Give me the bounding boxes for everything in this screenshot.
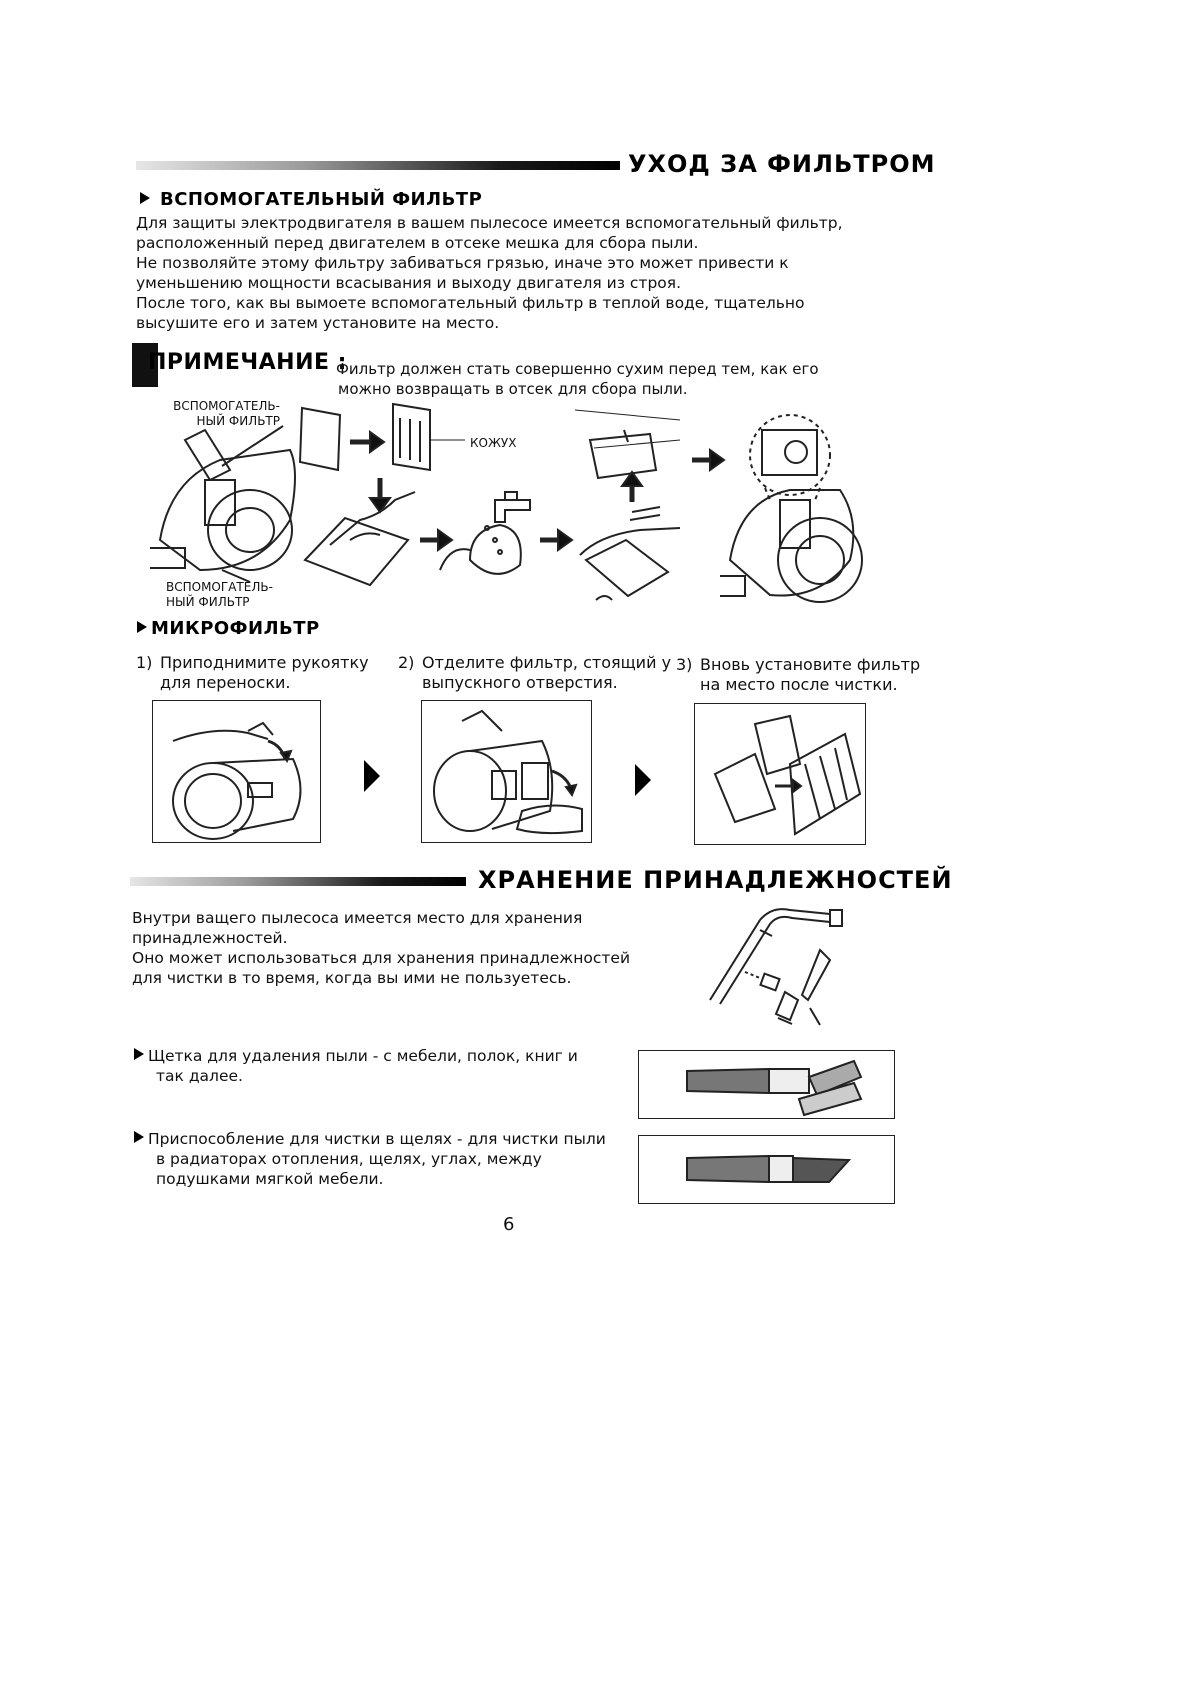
bullet-triangle-icon: [134, 1048, 144, 1060]
text-line: расположенный перед двигателем в отсеке мешка для сбора пыли.: [136, 234, 699, 252]
filter-pad-icon: [300, 408, 340, 470]
step-1-illustration: [152, 700, 321, 843]
text-line: уменьшению мощности всасывания и выходу двигателя из строя.: [136, 274, 682, 292]
text-line: высушите его и затем установите на место.: [136, 314, 500, 332]
label-aux-filter-top: ВСПОМОГАТЕЛЬ- НЫЙ ФИЛЬТР: [173, 399, 280, 428]
arrow-right-icon: [692, 450, 724, 470]
aux-filter-diagram-illustration: [0, 0, 1190, 700]
aux-filter-heading: ВСПОМОГАТЕЛЬНЫЙ ФИЛЬТР: [140, 189, 482, 210]
dusting-brush-icon: [639, 1051, 894, 1118]
lift-handle-illustration: [153, 701, 320, 842]
arrow-right-icon: [350, 432, 384, 452]
text-line: Оно может использоваться для хранения принадлежностей: [132, 949, 631, 967]
text-line: принадлежностей.: [132, 929, 288, 947]
remove-filter-illustration: [422, 701, 591, 842]
note-label: ПРИМЕЧАНИЕ :: [148, 350, 347, 375]
storage-item-crevice: Приспособление для чистки в щелях - для чистки пыли в радиаторах отопления, щелях, углах, между подушками мягкой мебели.: [134, 1129, 606, 1189]
section-title-filter-care: УХОД ЗА ФИЛЬТРОМ: [628, 150, 936, 178]
crevice-tool-icon: [639, 1136, 894, 1203]
arrow-up-icon: [622, 472, 642, 502]
step-number: 3): [676, 655, 693, 674]
label-aux-filter-bottom: ВСПОМОГАТЕЛЬ- НЫЙ ФИЛЬТР: [166, 580, 273, 609]
microfilter-step-2: 2) Отделите фильтр, стоящий у выпускного отверстия.: [398, 653, 672, 692]
accessory-storage-illustration: [680, 900, 870, 1040]
bullet-triangle-icon: [134, 1131, 144, 1143]
step-number: 2): [398, 653, 415, 672]
next-step-arrow-icon: [364, 760, 380, 792]
storage-intro-paragraph: [132, 908, 630, 988]
step-number: 1): [136, 653, 153, 672]
step-3-illustration: [694, 703, 866, 845]
section-header-bar: [130, 877, 466, 886]
text-line: Не позволяйте этому фильтру забиваться грязью, иначе это может привести к: [136, 254, 789, 272]
microfilter-step-1: 1) Приподнимите рукоятку для переноски.: [136, 653, 369, 692]
hanging-filter-icon: [575, 410, 680, 478]
label-cover: КОЖУХ: [470, 436, 517, 450]
text-line: Для защиты электродвигателя в вашем пылесосе имеется вспомогательный фильтр,: [136, 214, 843, 232]
text-line: Внутри ващего пылесоса имеется место для хранения: [132, 909, 583, 927]
storage-item-brush: Щетка для удаления пыли - с мебели, полок, книг и так далее.: [134, 1046, 578, 1086]
filter-cover-icon: [393, 404, 465, 470]
vacuum-cleaner-right-icon: [720, 415, 862, 602]
dusting-brush-illustration: [638, 1050, 895, 1119]
drying-hands-icon: [580, 507, 680, 600]
reinstall-filter-illustration: [695, 704, 865, 844]
step-2-illustration: [421, 700, 592, 843]
text-line: После того, как вы вымоете вспомогательный фильтр в теплой воде, тщательно: [136, 294, 805, 312]
text-line: можно возвращать в отсек для сбора пыли.: [338, 380, 688, 398]
arrow-right-icon: [420, 530, 452, 550]
arrow-right-icon: [540, 530, 572, 550]
crevice-tool-illustration: [638, 1135, 895, 1204]
bullet-triangle-icon: [137, 621, 147, 633]
next-step-arrow-icon: [635, 764, 651, 796]
microfilter-heading: МИКРОФИЛЬТР: [137, 618, 320, 639]
page-number: 6: [503, 1214, 515, 1235]
text-line: Фильтр должен стать совершенно сухим перед тем, как его: [336, 360, 819, 378]
washing-hand-icon: [305, 492, 415, 585]
microfilter-step-3: 3) Вновь установите фильтр на место после чистки.: [676, 655, 921, 694]
faucet-rinse-icon: [440, 492, 530, 574]
text-line: для чистки в то время, когда вы ими не пользуетесь.: [132, 969, 572, 987]
vacuum-cleaner-left-icon: [150, 426, 295, 582]
section-title-storage: ХРАНЕНИЕ ПРИНАДЛЕЖНОСТЕЙ: [478, 866, 953, 894]
